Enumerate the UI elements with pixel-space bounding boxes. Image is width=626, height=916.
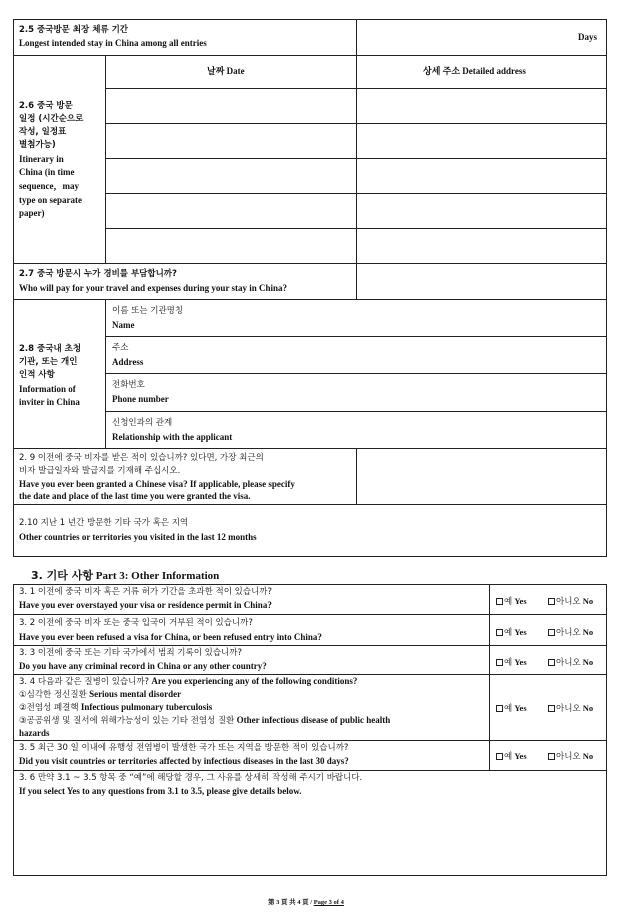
page-footer [268,897,344,906]
prev-visa-ko-2: 비자 발급일자와 발급지를 기재해 주십시오. [19,466,181,476]
row-divider [105,336,607,337]
inviter-label-3: 인적 사항 [19,370,55,380]
itinerary-label-9: paper) [19,208,45,218]
row-divider [13,55,607,56]
q33-en: Do you have any criminal record in China or any other country? [19,661,267,671]
col-divider [105,299,106,448]
q31-no-checkbox[interactable] [548,598,555,605]
row-divider [13,614,607,615]
inviter-address-input[interactable] [290,338,605,371]
itinerary-col-address: 상세 주소 Detailed address [423,66,526,76]
q32-no-checkbox[interactable] [548,629,555,636]
stay-unit: Days [578,32,598,42]
row-divider [105,373,607,374]
col-divider [356,55,357,263]
row-divider [13,674,607,675]
q31-yes-option[interactable]: 예 Yes [496,595,527,607]
q34-no-checkbox[interactable] [548,705,555,712]
itinerary-date-input[interactable] [107,195,354,226]
itinerary-address-input[interactable] [358,90,605,121]
q34-condition-3-cont: hazards [19,728,50,738]
q34-condition-2: ②전염성 폐결핵 Infectious pulmonary tuberculosis [19,702,213,713]
itinerary-label-8: type on separate [19,195,82,205]
q35-no-option[interactable]: 아니오 No [548,750,593,762]
q34-no-option[interactable]: 아니오 No [548,702,593,714]
inviter-address-ko: 주소 [112,343,129,353]
other-countries-input[interactable] [300,506,605,555]
row-divider [13,448,607,449]
q34-en: Are you experiencing any of the following conditions? [151,676,358,686]
itinerary-label-6: China (in time [19,167,75,177]
inviter-label-5: inviter in China [19,397,80,407]
inviter-phone-en: Phone number [112,394,169,404]
col-divider [356,448,357,504]
row-divider [13,299,607,300]
q35-yes-option[interactable]: 예 Yes [496,750,527,762]
q32-ko: 3. 2 이전에 중국 비자 또는 중국 입국이 거부된 적이 있습니까? [19,618,253,628]
itinerary-label-3: 작성, 일정표 [19,127,67,137]
inviter-phone-ko: 전화번호 [112,380,145,390]
q36-ko: 3. 6 만약 3.1 ~ 3.5 항목 중 “예”에 해당할 경우, 그 사유를 상세히 작성해 주시기 바랍니다. [19,773,363,783]
itinerary-label-4: 별첨가능) [19,140,56,150]
inviter-label-1: 2.8 중국내 초청 [19,344,82,354]
q34-yes-option[interactable]: 예 Yes [496,702,527,714]
row-divider [13,504,607,505]
q31-yes-checkbox[interactable] [496,598,503,605]
other-countries-en: Other countries or territories you visited in the last 12 months [19,532,257,542]
q35-ko: 3. 5 최근 30 일 이내에 유행성 전염병이 발생한 국가 또는 지역을 방문한 적이 있습니까? [19,743,349,753]
q31-ko: 3. 1 이전에 중국 비자 혹은 거류 허가 기간을 초과한 적이 있습니까? [19,587,273,597]
q33-no-checkbox[interactable] [548,659,555,666]
inviter-name-ko: 이름 또는 기관명칭 [112,306,184,316]
q34-line1 [19,676,357,689]
pay-input[interactable] [358,265,605,297]
row-divider [105,411,607,412]
inviter-relationship-input[interactable] [290,413,605,446]
q36-en: If you select Yes to any questions from 3.1 to 3.5, please give details below. [19,786,302,796]
q33-yes-option[interactable]: 예 Yes [496,656,527,668]
itinerary-label-2: 일정 (시간순으로 [19,114,84,124]
itinerary-date-input[interactable] [107,230,354,261]
footer-cn: 第 3 頁 共 4 頁 [268,899,309,906]
part3-heading-en: Part 3: Other Information [95,570,220,582]
q34-condition-1: ①심각한 정신질환 Serious mental disorder [19,689,182,700]
itinerary-date-input[interactable] [107,90,354,121]
inviter-relationship-ko: 신청인과의 관계 [112,418,173,428]
footer-sep: / [310,899,313,906]
q35-yes-checkbox[interactable] [496,753,503,760]
itinerary-date-input[interactable] [107,160,354,191]
q31-en: Have you ever overstayed your visa or residence permit in China? [19,600,272,610]
itinerary-label-5: Itinerary in [19,154,64,164]
q32-yes-option[interactable]: 예 Yes [496,626,527,638]
itinerary-address-input[interactable] [358,230,605,261]
q33-ko: 3. 3 이전에 중국 또는 기타 국가에서 범죄 기록이 있습니까? [19,648,242,658]
row-divider [13,740,607,741]
itinerary-address-input[interactable] [358,160,605,191]
inviter-label-2: 기관, 또는 개인 [19,357,78,367]
stay-days-input[interactable] [358,21,570,53]
itinerary-col-date: 날짜 Date [207,66,245,76]
prev-visa-input[interactable] [358,450,605,502]
footer-en: Page 3 of 4 [313,899,344,906]
q34-yes-checkbox[interactable] [496,705,503,712]
itinerary-address-input[interactable] [358,125,605,156]
row-divider [13,645,607,646]
prev-visa-ko-1: 2. 9 이전에 중국 비자를 받은 적이 있습니까? 있다면, 가장 최근의 [19,453,264,463]
prev-visa-en-1: Have you ever been granted a Chinese visa? If applicable, please specify [19,479,295,489]
q31-no-option[interactable]: 아니오 No [548,595,593,607]
col-divider [489,584,490,770]
stay-label-ko: 2.5 중국방문 최장 체류 기간 [19,25,129,35]
itinerary-label-7: sequence，may [19,181,79,191]
inviter-address-en: Address [112,357,144,367]
inviter-name-en: Name [112,320,135,330]
col-divider [105,55,106,263]
inviter-label-4: Information of [19,384,76,394]
part3-heading-ko: 3. 기타 사항 [31,569,93,582]
pay-label-ko: 2.7 중국 방문시 누가 경비를 부담합니까? [19,269,177,279]
q35-en: Did you visit countries or territories affected by infectious diseases in the last 30 days? [19,756,349,766]
pay-label-en: Who will pay for your travel and expenses during your stay in China? [19,283,288,293]
inviter-phone-input[interactable] [290,375,605,409]
itinerary-date-input[interactable] [107,125,354,156]
q32-en: Have you ever been refused a visa for China, or been refused entry into China? [19,632,322,642]
row-divider [13,770,607,771]
other-countries-ko: 2.10 지난 1 년간 방문한 기타 국가 혹은 지역 [19,518,189,528]
col-divider [356,19,357,55]
row-divider [13,263,607,264]
q34-ko: 3. 4 다음과 같은 질병이 있습니까? [19,677,150,687]
q33-yes-checkbox[interactable] [496,659,503,666]
itinerary-address-input[interactable] [358,195,605,226]
prev-visa-en-2: the date and place of the last time you were granted the visa. [19,491,251,501]
details-textarea[interactable] [15,800,605,874]
stay-label-en: Longest intended stay in China among all entries [19,38,207,48]
itinerary-label-1: 2.6 중국 방문 [19,101,73,111]
q33-no-option[interactable]: 아니오 No [548,656,593,668]
q35-no-checkbox[interactable] [548,753,555,760]
q32-no-option[interactable]: 아니오 No [548,626,593,638]
inviter-name-input[interactable] [290,301,605,334]
q32-yes-checkbox[interactable] [496,629,503,636]
inviter-relationship-en: Relationship with the applicant [112,432,233,442]
col-divider [356,263,357,299]
q34-condition-3: ③공공위생 및 질서에 위해가능성이 있는 기타 전염성 질환 Other infectious disease of public health [19,715,391,726]
part3-heading [31,569,219,583]
